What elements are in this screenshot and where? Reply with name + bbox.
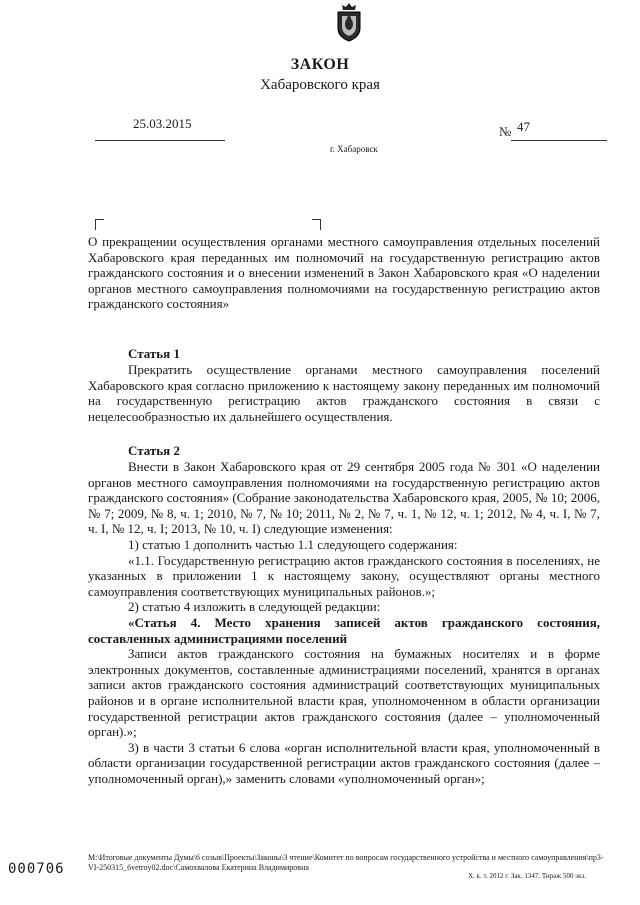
article-2-item-3: 3) в части 3 статьи 6 слова «орган исполнительной власти края, уполномоченный в области организации государственной регистрации актов гражданского состояния (далее – уполномоченный орган),» заменить словами «уполномоченный орган»; (88, 739, 600, 786)
title-corner-right (312, 219, 321, 230)
article-2-item-2: 2) статью 4 изложить в следующей редакции: (128, 599, 381, 615)
number-sign: № (499, 124, 512, 139)
date-underline (95, 140, 225, 141)
article-2-intro: Внести в Закон Хабаровского края от 29 сентября 2005 года № 301 «О наделении органов местного самоуправления полномочиями на государственную регистрацию актов гражданского состояния» (Собрание законодательства Хабаровского края, 2005, № 10; 2006, № 7; 2009, № 8, ч. 1; 2010, № 7, № 10; 2011, № 2, № 7, ч. 1, № 12, ч. 1; 2012, № 4, ч. I, № 7, ч. I, № 12, ч. I; 2013, № 10, ч. I) следующие изменения: (88, 459, 600, 537)
title-corner-left (95, 219, 104, 230)
article-4-text: Записи актов гражданского состояния на бумажных носителях и в форме электронных документов, составленные администрациями поселений, хранятся в органах записи актов гражданского состояния администраций соответствующих муниципальных районов и в органе исполнительной власти края, уполномоченном в области организации государственной регистрации актов гражданского состояния (далее – уполномоченный орган).»; (88, 646, 600, 740)
article-4-heading: «Статья 4. Место хранения записей актов гражданского состояния, составленных администрациями поселений (88, 614, 600, 646)
article-2-item-1-quote: «1.1. Государственную регистрацию актов гражданского состояния в поселениях, не указанных в приложении 1 к настоящему закону, осуществляют органы местного самоуправления соответствующих муниципальных районов.»; (88, 552, 600, 599)
article-2-heading: Статья 2 (128, 443, 180, 458)
law-title: О прекращении осуществления органами местного самоуправления отдельных поселений Хабаровского края переданных им полномочий на государственную регистрацию актов гражданского состояния и о внесении изменений в Закон Хабаровского края «О наделении органов местного самоуправления полномочиями на государственную регистрацию актов гражданского состояния» (88, 234, 600, 312)
document-date: 25.03.2015 (133, 116, 192, 131)
article-1-heading: Статья 1 (128, 346, 180, 361)
document-number: 47 (517, 119, 530, 134)
number-underline (511, 140, 607, 141)
footer-print-info: Х. к. т. 2012 г. Зак. 1347. Тираж 500 экз. (468, 872, 586, 880)
article-2-item-1: 1) статью 1 дополнить частью 1.1 следующего содержания: (128, 536, 458, 552)
footer-document-code: 000706 (8, 861, 65, 877)
article-2-body (88, 459, 600, 786)
coat-of-arms-icon (334, 2, 364, 42)
document-subtitle: Хабаровского края (260, 77, 380, 93)
article-1-text: Прекратить осуществление органами местного самоуправления поселений Хабаровского края согласно приложению к настоящему закону переданных им полномочий на государственную регистрацию актов гражданского состояния в связи с нецелесообразностью их дальнейшего осуществления. (88, 362, 600, 424)
footer-file-path: M:\Итоговые документы Думы\6 созыв\Проекты\Законы\3 чтение\Комитет по вопросам государственного устройства и местного самоуправления\пр3-VI-250315_6vetroy02.doc\Самохвалова Екатерина Владимировна (88, 853, 604, 872)
document-city: г. Хабаровск (330, 144, 378, 154)
document-title: ЗАКОН (290, 56, 350, 73)
